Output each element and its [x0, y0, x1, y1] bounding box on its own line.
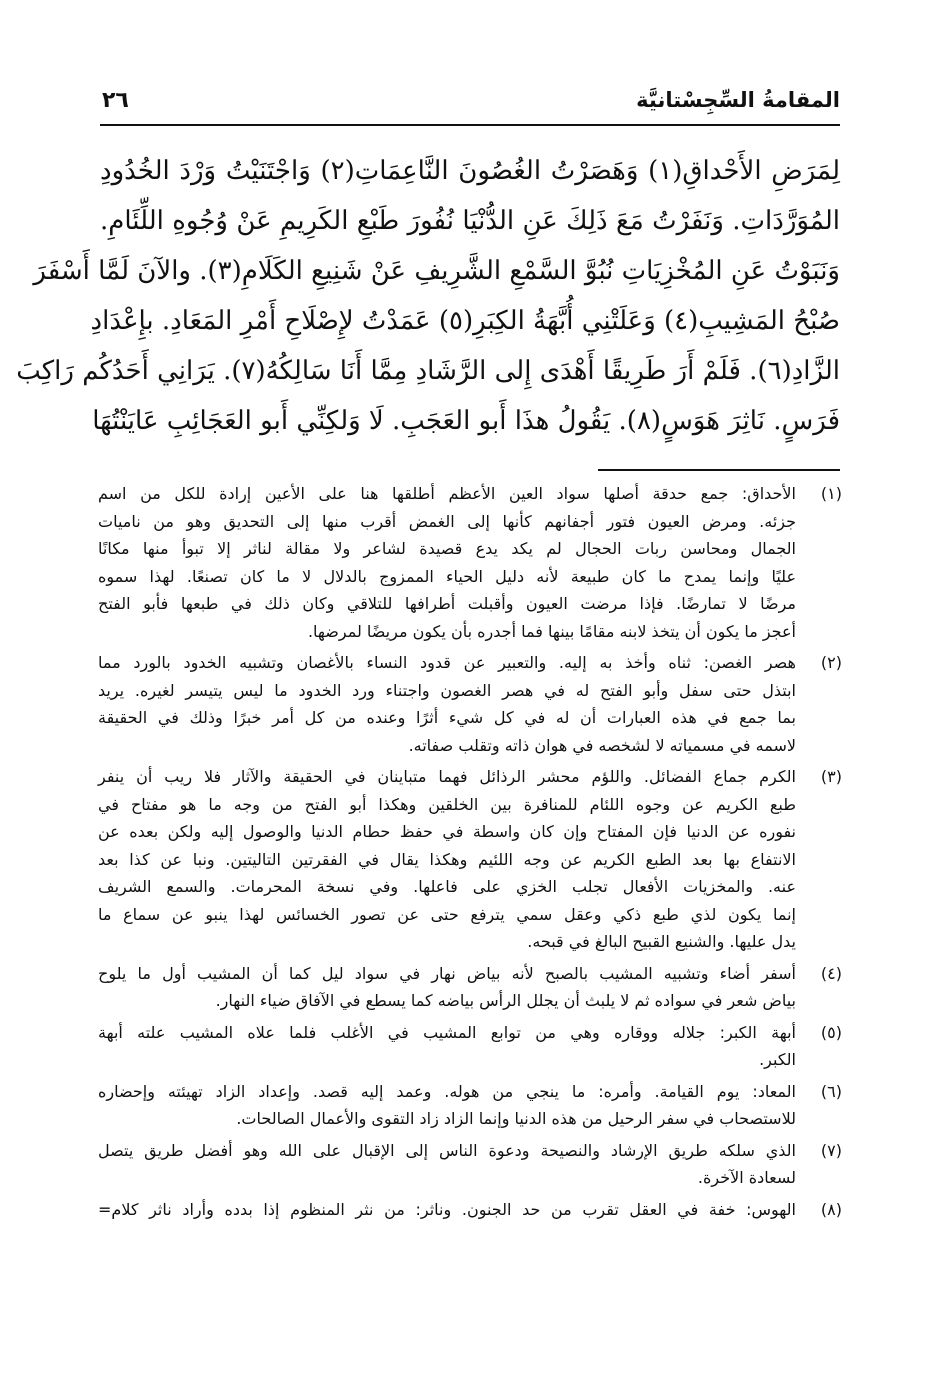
footnote-line: طبع الكريم عن وجوه اللئام للمنافرة بين الخلقين وهكذا أبو الفتح من وجه ما هو مفتاح في [98, 794, 796, 814]
footnote-line: بياض شعر في سواده ثم لا يلبث أن يجلل الرأس بياضه كما يسطع في الآفاق ضياء النهار. [215, 991, 796, 1010]
footnote-line: نفوره عن الدنيا فإن المفتاح وإن كان واسطة في حفظ حطام الدنيا والوصول إليه ولكن بعده عن [98, 822, 796, 841]
footnotes [98, 480, 842, 1223]
main-text-line: المُوَرَّدَاتِ. وَنَفَرْتُ مَعَ ذَلِكَ عَنِ الدُّنْيَا نُفُورَ طَبْعِ الكَرِيمِ عَنْ وُجُوهِ اللِّئَامِ. [100, 206, 840, 236]
footnote-7 [98, 1137, 842, 1192]
footnote-2 [98, 649, 842, 759]
running-title: المقامةُ السِّجِسْتانيَّة [636, 88, 840, 112]
running-header [100, 88, 840, 124]
footnote-line: للاستصحاب في سفر الرحيل من هذه الدنيا وإنما الزاد زاد التقوى والأعمال الصالحات. [236, 1109, 796, 1128]
footnote-number: (٢) [820, 653, 842, 672]
footnote-line [98, 480, 842, 508]
footnote-number: (٣) [820, 767, 842, 786]
footnote-text: هصر الغصن: ثناه وأخذ به إليه. والتعبير عن قدود النساء بالأغصان وتشبيه الخدود بالورد مما [98, 653, 796, 672]
footnote-text: أبهة الكبر: جلاله ووقاره وهي من توابع المشيب في الأغلب فلما علاه المشيب علته أبهة [98, 1022, 796, 1042]
footnote-line [98, 1137, 842, 1165]
footnote-line: جزئه. ومرض العيون فتور أجفانهم كأنها إلى الغمض أقرب منها إلى التحديق وهو من ناميات [98, 511, 796, 531]
footnote-8 [98, 1196, 842, 1224]
footnote-text: أسفر أضاء وتشبيه المشيب بالصبح لأنه بياض نهار في سواد ليل كما أن المشيب أول ما يلوح [98, 963, 796, 983]
footnote-number: (٥) [820, 1022, 842, 1042]
footnote-3 [98, 763, 842, 956]
footnote-line: عنه. والمخزيات الأفعال تجلب الخزي على فاعلها. وفي نسخة المحرمات. والسمع الشريف [98, 877, 796, 896]
footnote-line: الكبر. [759, 1050, 796, 1069]
footnote-number: (٨) [820, 1199, 842, 1219]
footnote-text: المعاد: يوم القيامة. وأمره: ما ينجي من هوله. وعمد إليه قصد. وإعداد الزاد تهيئته وإحضاره [98, 1081, 796, 1101]
footnote-line [98, 1196, 842, 1224]
footnote-line: الجمال ومحاسن ربات الحجال لم يكد يدع قصيدة لشاعر ولا مقالة لناثر إلا تبوأ منها مكانًا [98, 539, 796, 558]
main-text-line: صُبْحُ المَشِيبِ(٤) وَعَلَتْنِي أُبَّهَةُ الكِبَرِ(٥) عَمَدْتُ لإِصْلَاحِ أَمْرِ المَعَادِ. بإِعْدَادِ [90, 306, 840, 336]
footnote-text: الهوس: خفة في العقل تقرب من حد الجنون. وناثر: من نثر المنظوم إذا بدده وأراد ناثر كلام= [98, 1199, 796, 1219]
footnote-number: (٧) [820, 1140, 842, 1160]
footnote-4 [98, 960, 842, 1015]
main-text-line: فَرَسٍ. نَاثِرَ هَوَسٍ(٨). يَقُولُ هذَا أَبو العَجَبِ. لَا وَلكِنِّي أَبو العَجَائِبِ عَايَنْتُهَا [92, 406, 840, 436]
main-text-line: الزَّادِ(٦). فَلَمْ أَرَ طَرِيقًا أَهْدَى إِلى الرَّشَادِ مِمَّا أَنَا سَالِكُهُ(٧). يَرَانِي أَحَدُكُم رَاكِبَ [16, 356, 840, 386]
footnote-line: بما جمع في هذه العبارات أن له في كل شيء أثرًا وعنده من كل أمر خبرًا وذلك في الحقيقة [98, 708, 796, 727]
footnote-line: لسعادة الآخرة. [697, 1168, 796, 1187]
page-number: ٢٦ [102, 88, 129, 113]
footnote-text: الكرم جماع الفضائل. واللؤم محشر الرذائل فهما متباينان في الحقيقة والآثار فلا ريب أن ينفر [98, 767, 796, 786]
header-rule [100, 124, 840, 126]
footnote-number: (١) [820, 484, 842, 503]
footnote-line: الانتفاع بها بعد الطبع الكريم عن وجه اللئيم وهكذا يقال في الفقرتين التاليتين. ونبا عن كذا بعد [98, 849, 796, 869]
footnote-line [98, 1019, 842, 1047]
footnote-line: ابتذل حتى سفل وأبو الفتح له في هصر الغصون واجتناء ورد الخدود ما ليس يتيسر لغيره. يريد [98, 680, 796, 700]
main-text-line: وَنَبَوْتُ عَنِ المُخْزِيَاتِ نُبُوَّ السَّمْعِ الشَّرِيفِ عَنْ شَنِيعِ الكَلَامِ(٣). والآنَ لَمَّا أَسْفَرَ [33, 256, 840, 286]
footnote-separator [598, 469, 840, 471]
footnote-6 [98, 1078, 842, 1133]
footnote-line: عليًا وإنما يمدح ما كان طبيعة لأنه دليل الحياء الممزوج بالدلال لا ما كان تصنعًا. لهذا سموه [98, 566, 796, 586]
footnote-line: لاسمه في مسمياته لا لشخصه في هوان ذاته وتقلب صفاته. [408, 735, 796, 755]
footnote-text: الأحداق: جمع حدقة أصلها سواد العين الأعظم أطلقها هنا على الأعين إرادة للكل من اسم [98, 484, 796, 503]
footnote-line [98, 649, 842, 677]
footnote-line: أعجز ما يكون أن يتخذ لابنه مقامًا بينها فما أجدره بأن يكون مريضًا لمرضها. [307, 621, 796, 641]
main-text [16, 146, 840, 446]
footnote-5 [98, 1019, 842, 1074]
footnote-text: الذي سلكه طريق الإرشاد والنصيحة ودعوة الناس إلى الإقبال على الله وهو أفضل طريق يتصل [98, 1140, 796, 1160]
footnote-line [98, 763, 842, 791]
footnote-line [98, 1078, 842, 1106]
footnote-line: إنما يكون لذي طبع ذكي وعقل سمي يترفع حتى عن تصور الخسائس لهذا ينبو عن سماع ما [98, 904, 796, 924]
footnote-number: (٤) [820, 963, 842, 983]
footnote-1 [98, 480, 842, 645]
footnote-line: مرضًا لا تمارضًا. فإذا مرضت العيون وأقبلت أطرافها للتلاقي وكان ذلك في طبعها فأبو الفتح [98, 594, 796, 613]
footnote-number: (٦) [820, 1081, 842, 1101]
footnote-line: يدل عليها. والشنيع القبيح البالغ في قبحه. [527, 932, 796, 951]
footnote-line [98, 960, 842, 988]
main-text-line: لِمَرَضِ الأَحْداقِ(١) وَهَصَرْتُ الغُصُونَ النَّاعِمَاتِ(٢) وَاجْتَنَيْتُ وَرْدَ الخُدُودِ [100, 156, 840, 186]
